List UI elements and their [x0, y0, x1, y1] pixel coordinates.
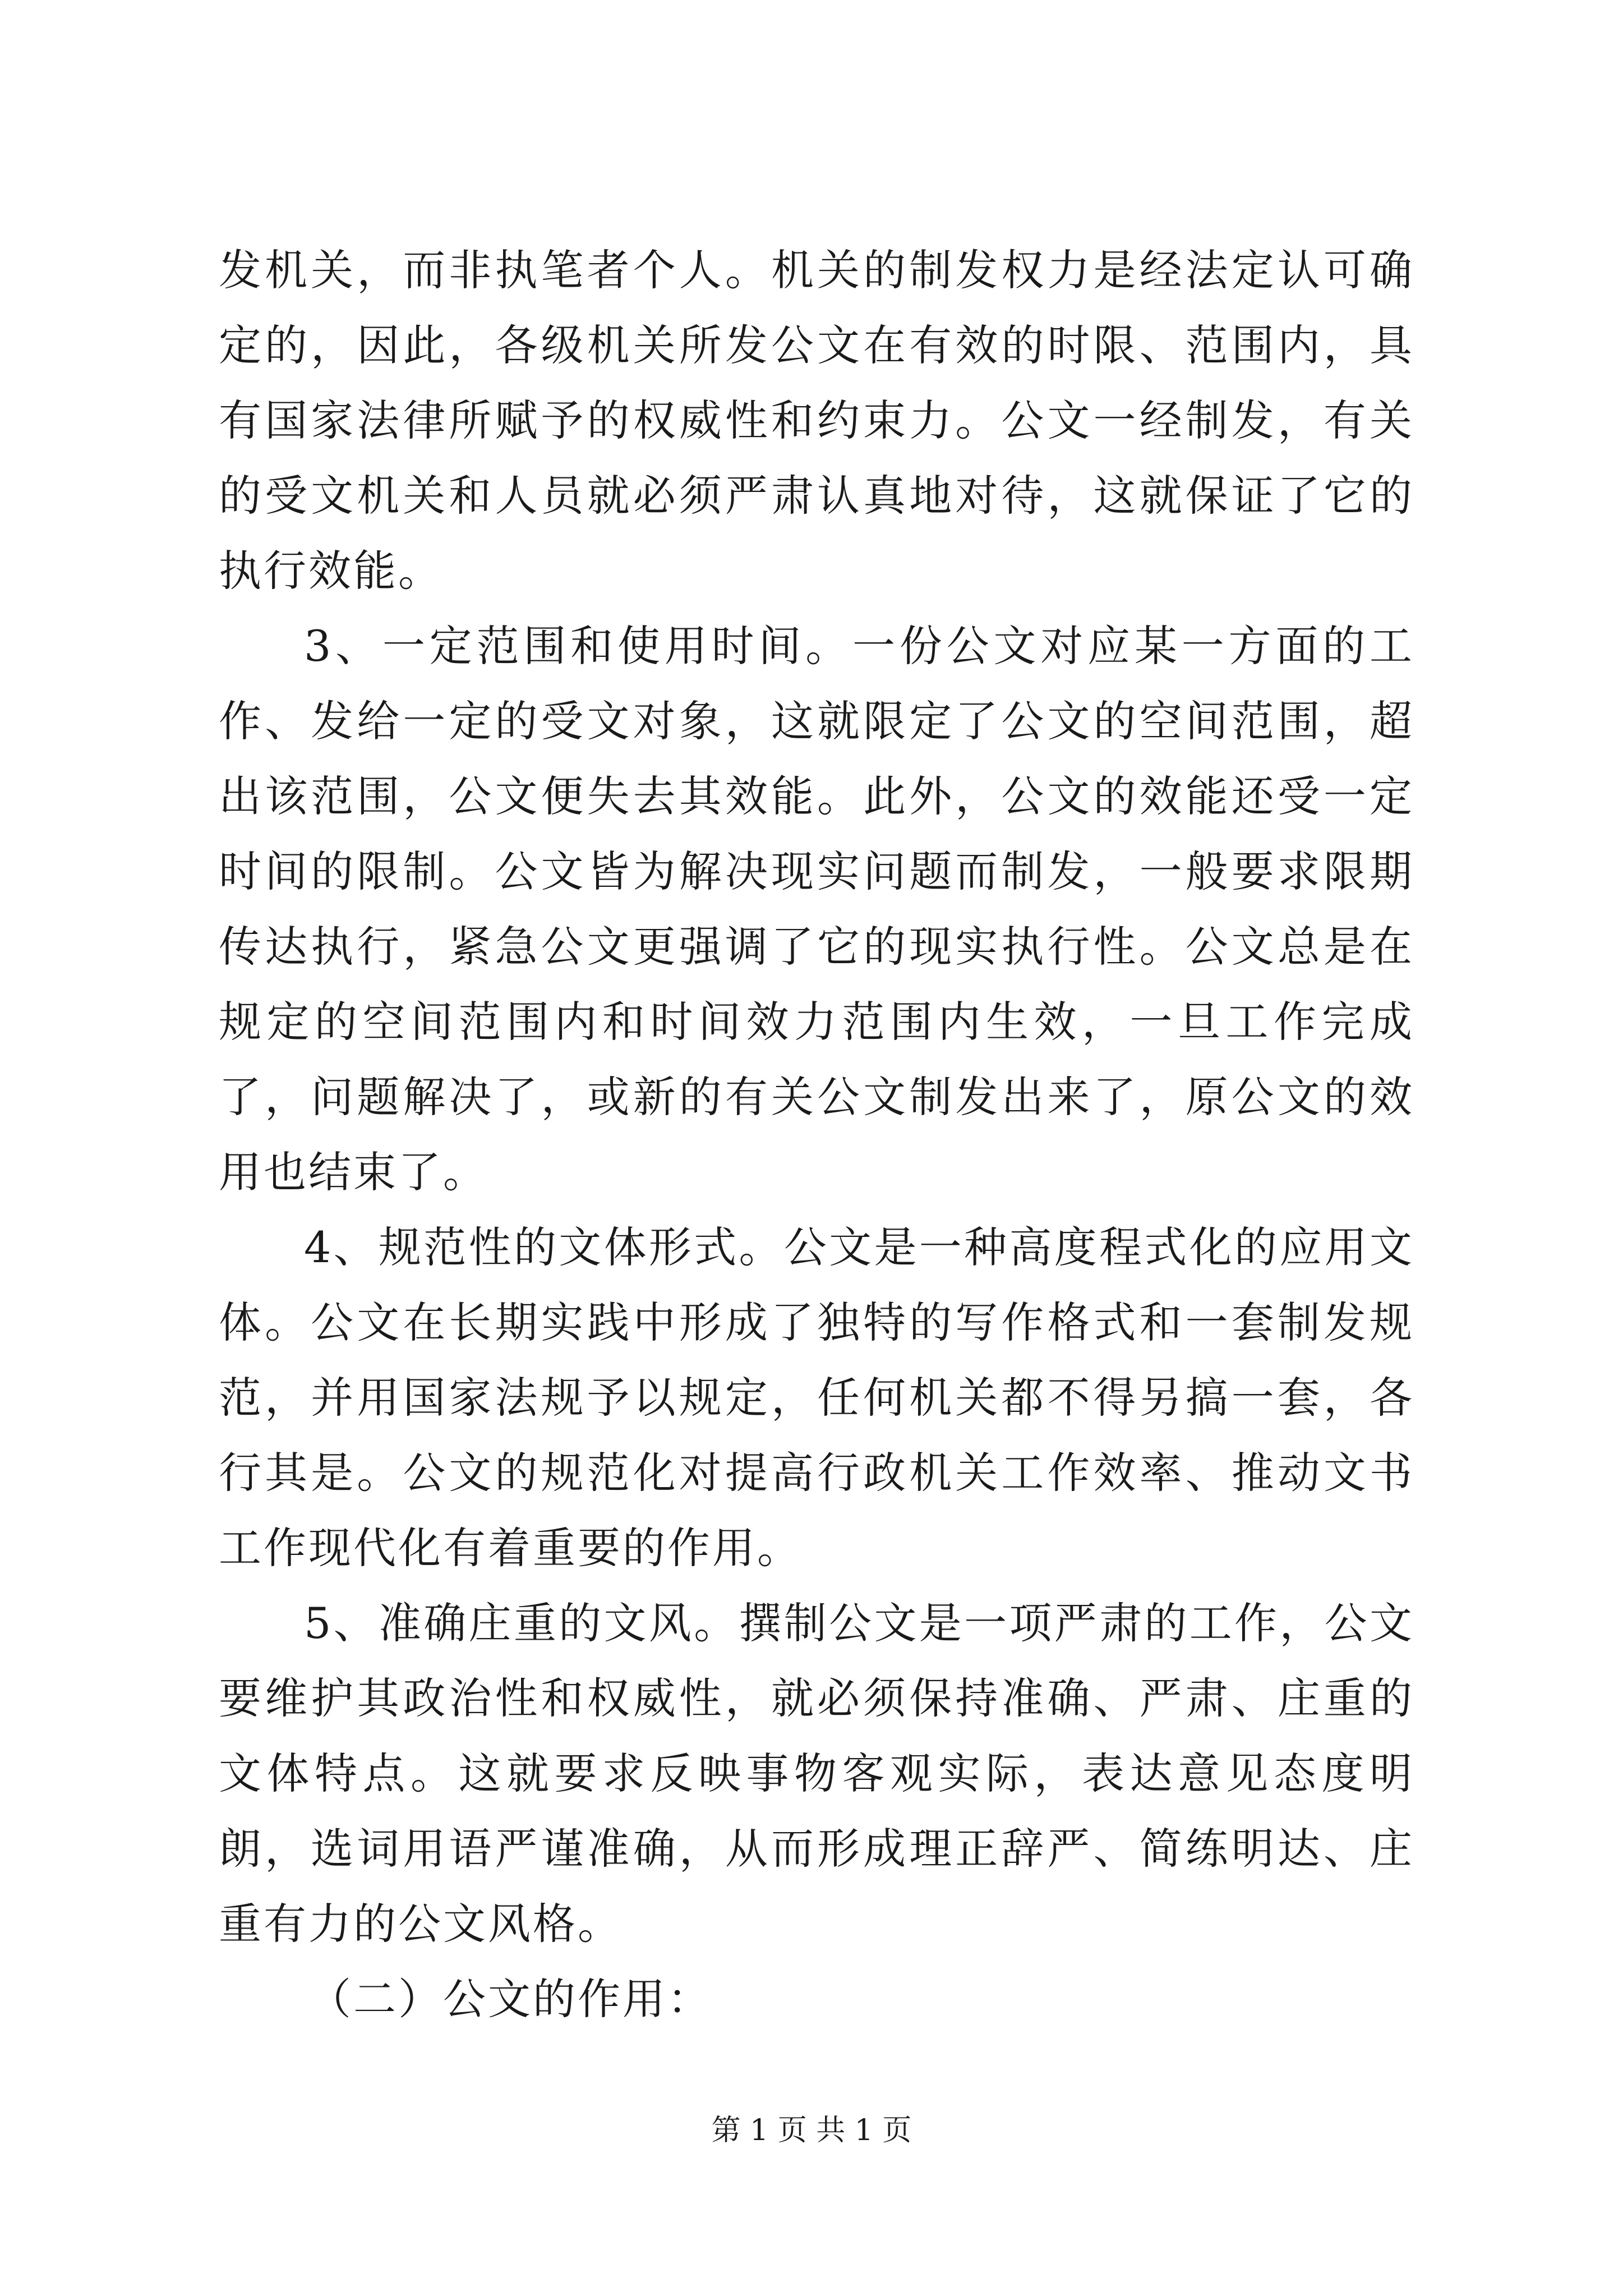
- paragraph-item-5: 5、准确庄重的文风。撰制公文是一项严肃的工作，公文要维护其政治性和权威性，就必须保持准确、严肃、庄重的文体特点。这就要求反映事物客观实际，表达意见态度明朗，选词用语严谨准确，从而形成理正辞严、简练明达、庄重有力的公文风格。: [219, 1598, 1414, 1949]
- paragraph-item-4: 4、规范性的文体形式。公文是一种高度程式化的应用文体。公文在长期实践中形成了独特的写作格式和一套制发规范，并用国家法规予以规定，任何机关都不得另搞一套，各行其是。公文的规范化对提高行政机关工作效率、推动文书工作现代化有着重要的作用。: [219, 1222, 1414, 1573]
- page-footer: 第 1 页 共 1 页: [711, 2114, 912, 2147]
- paragraph-item-3: 3、一定范围和使用时间。一份公文对应某一方面的工作、发给一定的受文对象，这就限定了公文的空间范围，超出该范围，公文便失去其效能。此外，公文的效能还受一定时间的限制。公文皆为解决现实问题而制发，一般要求限期传达执行，紧急公文更强调了它的现实执行性。公文总是在规定的空间范围内和时间效力范围内生效，一旦工作完成了，问题解决了，或新的有关公文制发出来了，原公文的效用也结束了。: [219, 621, 1414, 1197]
- section-subheading: （二）公文的作用：: [308, 1974, 712, 2024]
- paragraph-continuation: 发机关，而非执笔者个人。机关的制发权力是经法定认可确定的，因此，各级机关所发公文在有效的时限、范围内，具有国家法律所赋予的权威性和约束力。公文一经制发，有关的受文机关和人员就必须严肃认真地对待，这就保证了它的执行效能。: [219, 245, 1414, 596]
- document-body: [219, 233, 1414, 2037]
